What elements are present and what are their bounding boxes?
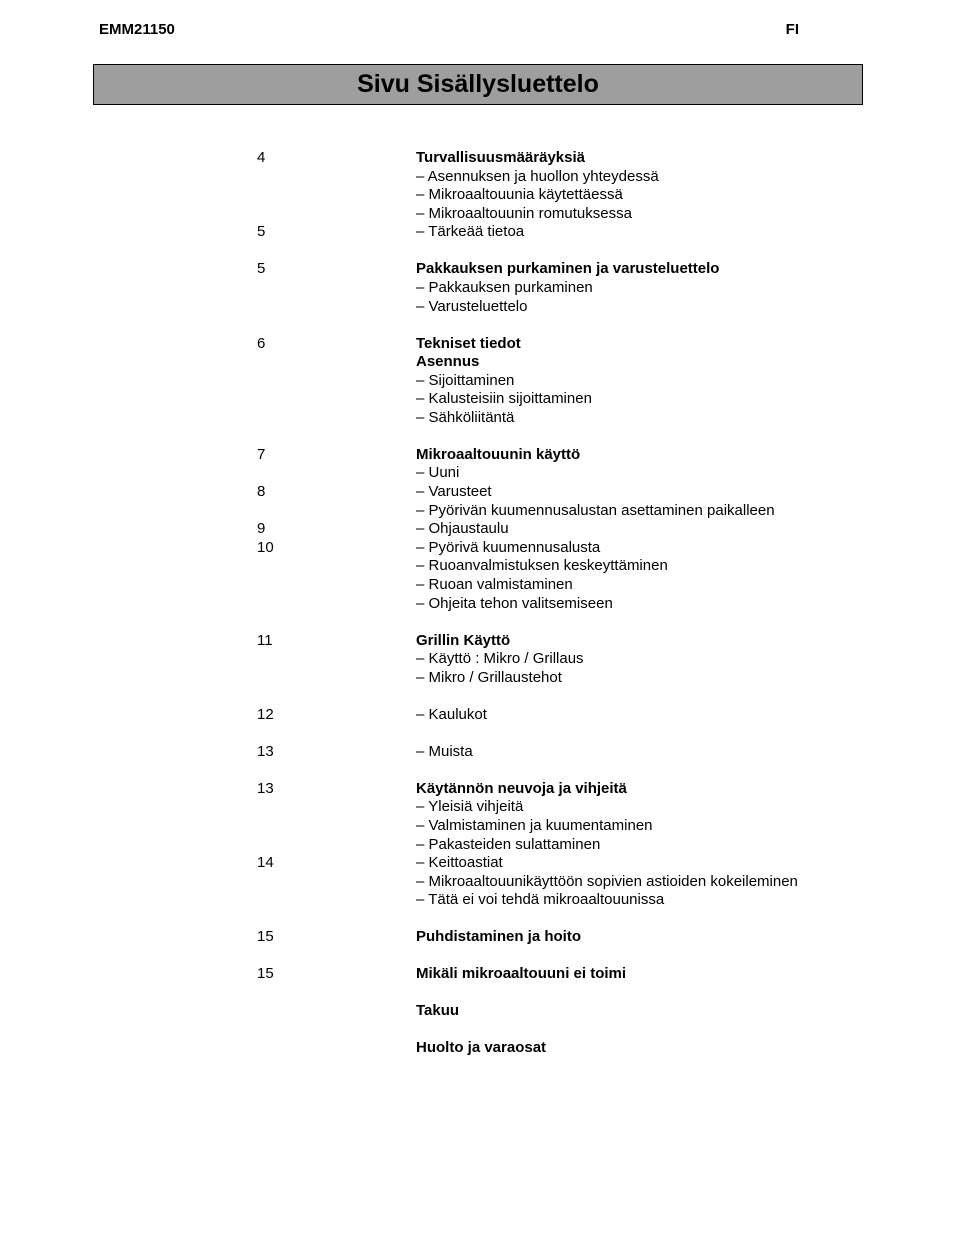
toc-spacer (0, 316, 954, 334)
toc-entry (0, 539, 954, 558)
toc-entry (0, 780, 954, 799)
toc-entry (0, 669, 954, 688)
toc-spacer (0, 984, 954, 1002)
toc-spacer (0, 947, 954, 965)
toc-entry (0, 557, 954, 576)
toc-item: – Varusteet (416, 483, 492, 501)
toc-entry (0, 390, 954, 409)
toc-entry (0, 743, 954, 762)
toc-entry (0, 632, 954, 651)
toc-entry (0, 483, 954, 502)
toc-entry (0, 149, 954, 168)
toc-item: – Yleisiä vihjeitä (416, 798, 524, 816)
toc-page-number: 12 (257, 705, 274, 723)
toc-entry (0, 520, 954, 539)
toc-entry (0, 798, 954, 817)
toc-entry (0, 223, 954, 242)
toc-item: – Pyörivän kuumennusalustan asettaminen paikalleen (416, 501, 775, 519)
toc-page-number: 5 (257, 223, 266, 241)
toc-entry (0, 1002, 954, 1021)
toc-spacer (0, 613, 954, 631)
toc-item: – Tätä ei voi tehdä mikroaaltouunissa (416, 891, 665, 909)
toc-spacer (0, 910, 954, 928)
toc-item: – Valmistaminen ja kuumentaminen (416, 816, 653, 834)
document-header (99, 21, 799, 39)
toc-entry (0, 372, 954, 391)
toc-section-heading: Käytännön neuvoja ja vihjeitä (416, 779, 627, 797)
toc-spacer (0, 242, 954, 260)
toc-entry (0, 965, 954, 984)
toc-entry (0, 706, 954, 725)
toc-entry (0, 186, 954, 205)
toc-entry (0, 502, 954, 521)
toc-item: – Mikroaaltouunikäyttöön sopivien astioiden kokeileminen (416, 872, 798, 890)
page-title: Sivu Sisällysluettelo (357, 70, 599, 98)
toc-item: – Sähköliitäntä (416, 408, 515, 426)
toc-page-number: 13 (257, 742, 274, 760)
table-of-contents (0, 149, 954, 1058)
toc-item: – Muista (416, 742, 473, 760)
toc-item: – Varusteluettelo (416, 297, 528, 315)
toc-page-number: 6 (257, 334, 266, 352)
toc-entry (0, 928, 954, 947)
title-bar (93, 64, 863, 105)
toc-entry (0, 409, 954, 428)
toc-item: – Pakkauksen purkaminen (416, 278, 593, 296)
toc-page-number: 13 (257, 779, 274, 797)
toc-item: – Keittoastiat (416, 854, 503, 872)
toc-item: – Ruoanvalmistuksen keskeyttäminen (416, 557, 668, 575)
toc-section-heading: Takuu (416, 1002, 460, 1020)
toc-spacer (0, 761, 954, 779)
toc-entry (0, 168, 954, 187)
toc-entry (0, 464, 954, 483)
toc-entry (0, 891, 954, 910)
toc-entry (0, 260, 954, 279)
toc-page-number: 4 (257, 149, 266, 166)
toc-section-heading: Huolto ja varaosat (416, 1039, 547, 1057)
toc-item: – Tärkeää tietoa (416, 223, 525, 241)
toc-entry (0, 353, 954, 372)
toc-item: – Kaulukot (416, 705, 487, 723)
toc-entry (0, 576, 954, 595)
toc-spacer (0, 687, 954, 705)
toc-section-heading: Puhdistaminen ja hoito (416, 928, 582, 946)
toc-spacer (0, 724, 954, 742)
toc-section-heading: Asennus (416, 353, 480, 371)
toc-item: – Ruoan valmistaminen (416, 576, 573, 594)
toc-entry (0, 335, 954, 354)
toc-item: – Ohjeita tehon valitsemiseen (416, 594, 613, 612)
toc-entry (0, 650, 954, 669)
toc-item: – Ohjaustaulu (416, 520, 509, 538)
toc-page-number: 11 (257, 631, 273, 649)
toc-page-number: 15 (257, 928, 274, 946)
model-number: EMM21150 (99, 21, 175, 38)
toc-item: – Käyttö : Mikro / Grillaus (416, 650, 584, 668)
toc-item: – Uuni (416, 464, 460, 482)
toc-section-heading: Mikäli mikroaaltouuni ei toimi (416, 965, 627, 983)
toc-item: – Asennuksen ja huollon yhteydessä (416, 167, 659, 185)
language-code: FI (785, 21, 799, 38)
toc-entry (0, 1039, 954, 1058)
toc-entry (0, 854, 954, 873)
toc-page-number: 5 (257, 260, 266, 278)
toc-page-number: 7 (257, 445, 266, 463)
toc-item: – Mikroaaltouunia käytettäessä (416, 186, 623, 204)
toc-section-heading: Tekniset tiedot (416, 334, 521, 352)
toc-section-heading: Grillin Käyttö (416, 631, 511, 649)
toc-entry (0, 446, 954, 465)
toc-entry (0, 873, 954, 892)
toc-entry (0, 595, 954, 614)
toc-item: – Pakasteiden sulattaminen (416, 835, 601, 853)
toc-section-heading: Mikroaaltouunin käyttö (416, 445, 581, 463)
toc-page-number: 8 (257, 483, 266, 501)
toc-item: – Sijoittaminen (416, 371, 515, 389)
toc-entry (0, 817, 954, 836)
toc-entry (0, 205, 954, 224)
toc-item: – Kalusteisiin sijoittaminen (416, 390, 592, 408)
toc-spacer (0, 428, 954, 446)
toc-entry (0, 298, 954, 317)
toc-page-number: 10 (257, 538, 274, 556)
toc-item: – Pyörivä kuumennusalusta (416, 538, 601, 556)
toc-entry (0, 279, 954, 298)
toc-page-number: 14 (257, 854, 274, 872)
toc-item: – Mikroaaltouunin romutuksessa (416, 204, 632, 222)
toc-spacer (0, 1021, 954, 1039)
toc-item: – Mikro / Grillaustehot (416, 668, 562, 686)
toc-entry (0, 836, 954, 855)
toc-section-heading: Turvallisuusmääräyksiä (416, 149, 585, 166)
toc-page-number: 9 (257, 520, 266, 538)
toc-section-heading: Pakkauksen purkaminen ja varusteluettelo (416, 260, 720, 278)
toc-page-number: 15 (257, 965, 274, 983)
